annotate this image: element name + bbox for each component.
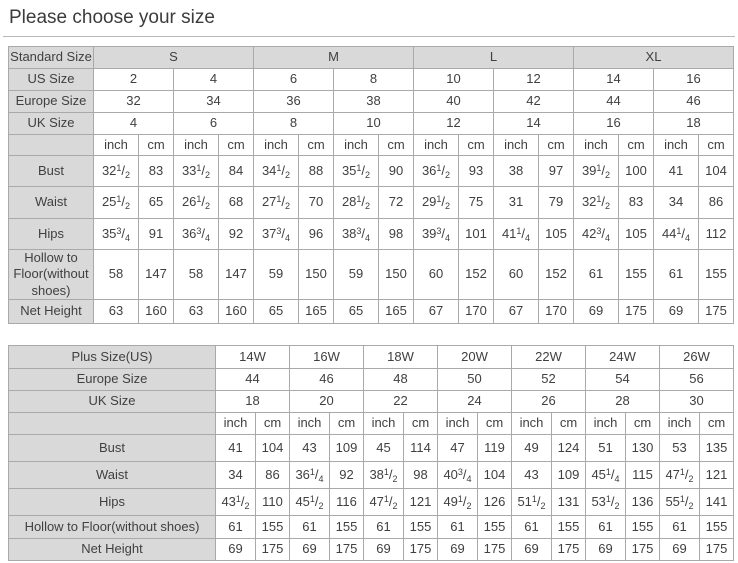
measure-value-cell: $47^1/_2$ <box>660 462 700 489</box>
size-value-cell: 10 <box>414 69 494 91</box>
measure-value-cell: 175 <box>700 539 734 561</box>
measure-value-cell: 104 <box>699 156 734 187</box>
measure-value-cell: 45 <box>364 435 404 462</box>
measure-value-cell: 110 <box>256 489 290 516</box>
measure-value-cell: 61 <box>216 516 256 539</box>
unit-header-cell: cm <box>404 413 438 435</box>
measure-value-cell: 41 <box>654 156 699 187</box>
size-value-cell: 6 <box>174 113 254 135</box>
measure-value-cell: 165 <box>379 300 414 324</box>
measure-value-cell: 70 <box>299 187 334 219</box>
size-value-cell: 44 <box>574 91 654 113</box>
measure-value-cell: $40^3/_4$ <box>438 462 478 489</box>
measure-value-cell: 43 <box>512 462 552 489</box>
measure-value-cell: 59 <box>334 250 379 300</box>
measure-value-cell: 61 <box>586 516 626 539</box>
size-value-cell: 44 <box>216 369 290 391</box>
measure-value-cell: $39^3/_4$ <box>414 219 459 250</box>
measure-value-cell: $47^1/_2$ <box>364 489 404 516</box>
size-value-cell: 20 <box>290 391 364 413</box>
measure-value-cell: 126 <box>478 489 512 516</box>
measure-value-cell: 175 <box>256 539 290 561</box>
row-label: Hips <box>9 219 94 250</box>
measure-value-cell: 155 <box>619 250 654 300</box>
measure-value-cell: 175 <box>552 539 586 561</box>
row-label: Hollow to Floor(without shoes) <box>9 250 94 300</box>
measure-value-cell: 53 <box>660 435 700 462</box>
size-value-cell: 50 <box>438 369 512 391</box>
measure-value-cell: 61 <box>654 250 699 300</box>
measure-value-cell: $45^1/_4$ <box>586 462 626 489</box>
measure-value-cell: 104 <box>478 462 512 489</box>
measure-value-cell: 160 <box>219 300 254 324</box>
size-value-cell: 6 <box>254 69 334 91</box>
measure-value-cell: 83 <box>139 156 174 187</box>
measure-value-cell: $36^1/_4$ <box>290 462 330 489</box>
measure-value-cell: 155 <box>330 516 364 539</box>
measure-value-cell: 100 <box>619 156 654 187</box>
size-value-cell: 56 <box>660 369 734 391</box>
size-value-cell: 18 <box>654 113 734 135</box>
measure-value-cell: $35^3/_4$ <box>94 219 139 250</box>
measure-value-cell: $36^3/_4$ <box>174 219 219 250</box>
size-value-cell: 26W <box>660 346 734 369</box>
size-value-cell: 38 <box>334 91 414 113</box>
measure-value-cell: $55^1/_2$ <box>660 489 700 516</box>
measure-value-cell: 92 <box>330 462 364 489</box>
unit-header-cell: inch <box>254 135 299 156</box>
size-value-cell: 32 <box>94 91 174 113</box>
size-value-cell: 46 <box>654 91 734 113</box>
measure-value-cell: 135 <box>700 435 734 462</box>
size-value-cell: 12 <box>494 69 574 91</box>
row-label: Bust <box>9 156 94 187</box>
measure-value-cell: 67 <box>494 300 539 324</box>
measure-value-cell: $26^1/_2$ <box>174 187 219 219</box>
measure-value-cell: 105 <box>619 219 654 250</box>
size-value-cell: 16 <box>654 69 734 91</box>
measure-value-cell: $43^1/_2$ <box>216 489 256 516</box>
measure-value-cell: 69 <box>290 539 330 561</box>
measure-value-cell: 69 <box>512 539 552 561</box>
measure-value-cell: 155 <box>700 516 734 539</box>
size-value-cell: 34 <box>174 91 254 113</box>
measure-value-cell: 155 <box>404 516 438 539</box>
measure-value-cell: 97 <box>539 156 574 187</box>
unit-header-cell: inch <box>334 135 379 156</box>
measure-value-cell: 65 <box>334 300 379 324</box>
table-spacer <box>0 324 738 345</box>
unit-header-cell: inch <box>574 135 619 156</box>
measure-value-cell: 101 <box>459 219 494 250</box>
measure-value-cell: 109 <box>552 462 586 489</box>
measure-value-cell: $45^1/_2$ <box>290 489 330 516</box>
measure-value-cell: 109 <box>330 435 364 462</box>
row-label: Net Height <box>9 300 94 324</box>
unit-header-cell: inch <box>660 413 700 435</box>
measure-value-cell: 155 <box>478 516 512 539</box>
measure-value-cell: 69 <box>654 300 699 324</box>
measure-value-cell: 83 <box>619 187 654 219</box>
measure-value-cell: $36^1/_2$ <box>414 156 459 187</box>
size-value-cell: 12 <box>414 113 494 135</box>
measure-value-cell: 175 <box>478 539 512 561</box>
measure-value-cell: 141 <box>700 489 734 516</box>
row-label: Waist <box>9 187 94 219</box>
size-group-header: M <box>254 47 414 69</box>
measure-value-cell: 124 <box>552 435 586 462</box>
standard-size-table <box>8 46 734 324</box>
size-value-cell: 46 <box>290 369 364 391</box>
measure-value-cell: $29^1/_2$ <box>414 187 459 219</box>
size-value-cell: 10 <box>334 113 414 135</box>
unit-header-cell: cm <box>626 413 660 435</box>
unit-header-cell: inch <box>290 413 330 435</box>
measure-value-cell: 115 <box>626 462 660 489</box>
measure-value-cell: 112 <box>699 219 734 250</box>
size-group-header: L <box>414 47 574 69</box>
measure-value-cell: 84 <box>219 156 254 187</box>
measure-value-cell: 31 <box>494 187 539 219</box>
measure-value-cell: 69 <box>574 300 619 324</box>
measure-value-cell: $35^1/_2$ <box>334 156 379 187</box>
measure-value-cell: 175 <box>404 539 438 561</box>
unit-header-cell: cm <box>459 135 494 156</box>
size-value-cell: 16W <box>290 346 364 369</box>
measure-value-cell: 65 <box>139 187 174 219</box>
measure-value-cell: $37^3/_4$ <box>254 219 299 250</box>
unit-header-cell: cm <box>219 135 254 156</box>
size-value-cell: 52 <box>512 369 586 391</box>
unit-header-cell: cm <box>299 135 334 156</box>
measure-value-cell: 130 <box>626 435 660 462</box>
size-value-cell: 36 <box>254 91 334 113</box>
row-label: Hips <box>9 489 216 516</box>
size-value-cell: 8 <box>254 113 334 135</box>
measure-value-cell: 58 <box>94 250 139 300</box>
measure-value-cell: 61 <box>660 516 700 539</box>
measure-value-cell: 86 <box>699 187 734 219</box>
measure-value-cell: 75 <box>459 187 494 219</box>
measure-value-cell: 90 <box>379 156 414 187</box>
corner-cell: Standard Size <box>9 47 94 69</box>
size-value-cell: 4 <box>94 113 174 135</box>
size-value-cell: 2 <box>94 69 174 91</box>
measure-value-cell: 88 <box>299 156 334 187</box>
size-value-cell: 8 <box>334 69 414 91</box>
measure-value-cell: 59 <box>254 250 299 300</box>
measure-value-cell: 69 <box>364 539 404 561</box>
measure-value-cell: 92 <box>219 219 254 250</box>
row-label: UK Size <box>9 391 216 413</box>
measure-value-cell: 152 <box>459 250 494 300</box>
measure-value-cell: 170 <box>459 300 494 324</box>
measure-value-cell: $25^1/_2$ <box>94 187 139 219</box>
measure-value-cell: 104 <box>256 435 290 462</box>
measure-value-cell: $51^1/_2$ <box>512 489 552 516</box>
measure-value-cell: $39^1/_2$ <box>574 156 619 187</box>
unit-header-cell: cm <box>619 135 654 156</box>
unit-header-cell: inch <box>216 413 256 435</box>
size-value-cell: 22W <box>512 346 586 369</box>
unit-header-cell: cm <box>700 413 734 435</box>
measure-value-cell: 114 <box>404 435 438 462</box>
unit-header-cell: inch <box>364 413 404 435</box>
size-value-cell: 24W <box>586 346 660 369</box>
measure-value-cell: 93 <box>459 156 494 187</box>
unit-header-cell: inch <box>512 413 552 435</box>
measure-value-cell: 34 <box>654 187 699 219</box>
measure-value-cell: 105 <box>539 219 574 250</box>
measure-value-cell: 160 <box>139 300 174 324</box>
measure-value-cell: 69 <box>660 539 700 561</box>
size-value-cell: 14W <box>216 346 290 369</box>
measure-value-cell: 61 <box>290 516 330 539</box>
size-value-cell: 54 <box>586 369 660 391</box>
measure-value-cell: 61 <box>364 516 404 539</box>
size-value-cell: 16 <box>574 113 654 135</box>
unit-header-cell: cm <box>256 413 290 435</box>
unit-header-cell: cm <box>539 135 574 156</box>
measure-value-cell: $34^1/_2$ <box>254 156 299 187</box>
measure-value-cell: 155 <box>626 516 660 539</box>
page-title: Please choose your size <box>9 7 215 28</box>
measure-value-cell: 61 <box>574 250 619 300</box>
measure-value-cell: 69 <box>438 539 478 561</box>
row-label: UK Size <box>9 113 94 135</box>
size-value-cell: 14 <box>574 69 654 91</box>
size-value-cell: 18W <box>364 346 438 369</box>
row-label: Waist <box>9 462 216 489</box>
measure-value-cell: 175 <box>626 539 660 561</box>
measure-value-cell: 47 <box>438 435 478 462</box>
measure-value-cell: 165 <box>299 300 334 324</box>
measure-value-cell: 131 <box>552 489 586 516</box>
measure-value-cell: $32^1/_2$ <box>574 187 619 219</box>
size-group-header: XL <box>574 47 734 69</box>
size-value-cell: 28 <box>586 391 660 413</box>
size-value-cell: 30 <box>660 391 734 413</box>
measure-value-cell: 63 <box>174 300 219 324</box>
measure-value-cell: 147 <box>219 250 254 300</box>
measure-value-cell: 69 <box>586 539 626 561</box>
measure-value-cell: $53^1/_2$ <box>586 489 626 516</box>
unit-header-cell: cm <box>699 135 734 156</box>
unit-header-cell: inch <box>94 135 139 156</box>
measure-value-cell: 69 <box>216 539 256 561</box>
row-label: Europe Size <box>9 369 216 391</box>
measure-value-cell: 72 <box>379 187 414 219</box>
unit-header-cell: cm <box>478 413 512 435</box>
measure-value-cell: 155 <box>699 250 734 300</box>
unit-header-cell: inch <box>438 413 478 435</box>
unit-header-cell: inch <box>414 135 459 156</box>
measure-value-cell: 121 <box>404 489 438 516</box>
measure-value-cell: 152 <box>539 250 574 300</box>
measure-value-cell: $32^1/_2$ <box>94 156 139 187</box>
unit-header-cell: inch <box>174 135 219 156</box>
measure-value-cell: 34 <box>216 462 256 489</box>
measure-value-cell: 61 <box>512 516 552 539</box>
unit-corner-cell <box>9 413 216 435</box>
measure-value-cell: 175 <box>699 300 734 324</box>
measure-value-cell: $33^1/_2$ <box>174 156 219 187</box>
row-label: Net Height <box>9 539 216 561</box>
plus-size-table <box>8 345 734 561</box>
size-value-cell: 18 <box>216 391 290 413</box>
title-divider <box>3 36 735 37</box>
measure-value-cell: 49 <box>512 435 552 462</box>
measure-value-cell: 51 <box>586 435 626 462</box>
measure-value-cell: 150 <box>379 250 414 300</box>
unit-header-cell: inch <box>494 135 539 156</box>
measure-value-cell: $27^1/_2$ <box>254 187 299 219</box>
row-label: Plus Size(US) <box>9 346 216 369</box>
unit-header-cell: cm <box>552 413 586 435</box>
measure-value-cell: $38^1/_2$ <box>364 462 404 489</box>
measure-value-cell: $28^1/_2$ <box>334 187 379 219</box>
size-value-cell: 26 <box>512 391 586 413</box>
measure-value-cell: 86 <box>256 462 290 489</box>
measure-value-cell: 121 <box>700 462 734 489</box>
size-group-header: S <box>94 47 254 69</box>
row-label: US Size <box>9 69 94 91</box>
measure-value-cell: 96 <box>299 219 334 250</box>
row-label: Europe Size <box>9 91 94 113</box>
size-value-cell: 48 <box>364 369 438 391</box>
measure-value-cell: 116 <box>330 489 364 516</box>
measure-value-cell: 68 <box>219 187 254 219</box>
size-value-cell: 22 <box>364 391 438 413</box>
measure-value-cell: 175 <box>330 539 364 561</box>
size-value-cell: 4 <box>174 69 254 91</box>
size-value-cell: 42 <box>494 91 574 113</box>
measure-value-cell: 155 <box>256 516 290 539</box>
measure-value-cell: 119 <box>478 435 512 462</box>
measure-value-cell: 136 <box>626 489 660 516</box>
unit-header-cell: cm <box>379 135 414 156</box>
unit-header-cell: inch <box>654 135 699 156</box>
row-label: Hollow to Floor(without shoes) <box>9 516 216 539</box>
measure-value-cell: 60 <box>494 250 539 300</box>
measure-value-cell: $49^1/_2$ <box>438 489 478 516</box>
measure-value-cell: 98 <box>404 462 438 489</box>
measure-value-cell: 38 <box>494 156 539 187</box>
size-value-cell: 40 <box>414 91 494 113</box>
measure-value-cell: $38^3/_4$ <box>334 219 379 250</box>
measure-value-cell: 147 <box>139 250 174 300</box>
row-label: Bust <box>9 435 216 462</box>
measure-value-cell: 155 <box>552 516 586 539</box>
measure-value-cell: 58 <box>174 250 219 300</box>
measure-value-cell: 61 <box>438 516 478 539</box>
measure-value-cell: 60 <box>414 250 459 300</box>
measure-value-cell: $41^1/_4$ <box>494 219 539 250</box>
measure-value-cell: 67 <box>414 300 459 324</box>
measure-value-cell: 65 <box>254 300 299 324</box>
measure-value-cell: 43 <box>290 435 330 462</box>
measure-value-cell: 175 <box>619 300 654 324</box>
measure-value-cell: 170 <box>539 300 574 324</box>
size-value-cell: 14 <box>494 113 574 135</box>
measure-value-cell: 91 <box>139 219 174 250</box>
measure-value-cell: 150 <box>299 250 334 300</box>
unit-header-cell: cm <box>139 135 174 156</box>
unit-header-cell: cm <box>330 413 364 435</box>
measure-value-cell: 79 <box>539 187 574 219</box>
size-value-cell: 20W <box>438 346 512 369</box>
measure-value-cell: $42^3/_4$ <box>574 219 619 250</box>
measure-value-cell: $44^1/_4$ <box>654 219 699 250</box>
measure-value-cell: 41 <box>216 435 256 462</box>
unit-header-cell: inch <box>586 413 626 435</box>
measure-value-cell: 63 <box>94 300 139 324</box>
size-value-cell: 24 <box>438 391 512 413</box>
unit-corner-cell <box>9 135 94 156</box>
measure-value-cell: 98 <box>379 219 414 250</box>
